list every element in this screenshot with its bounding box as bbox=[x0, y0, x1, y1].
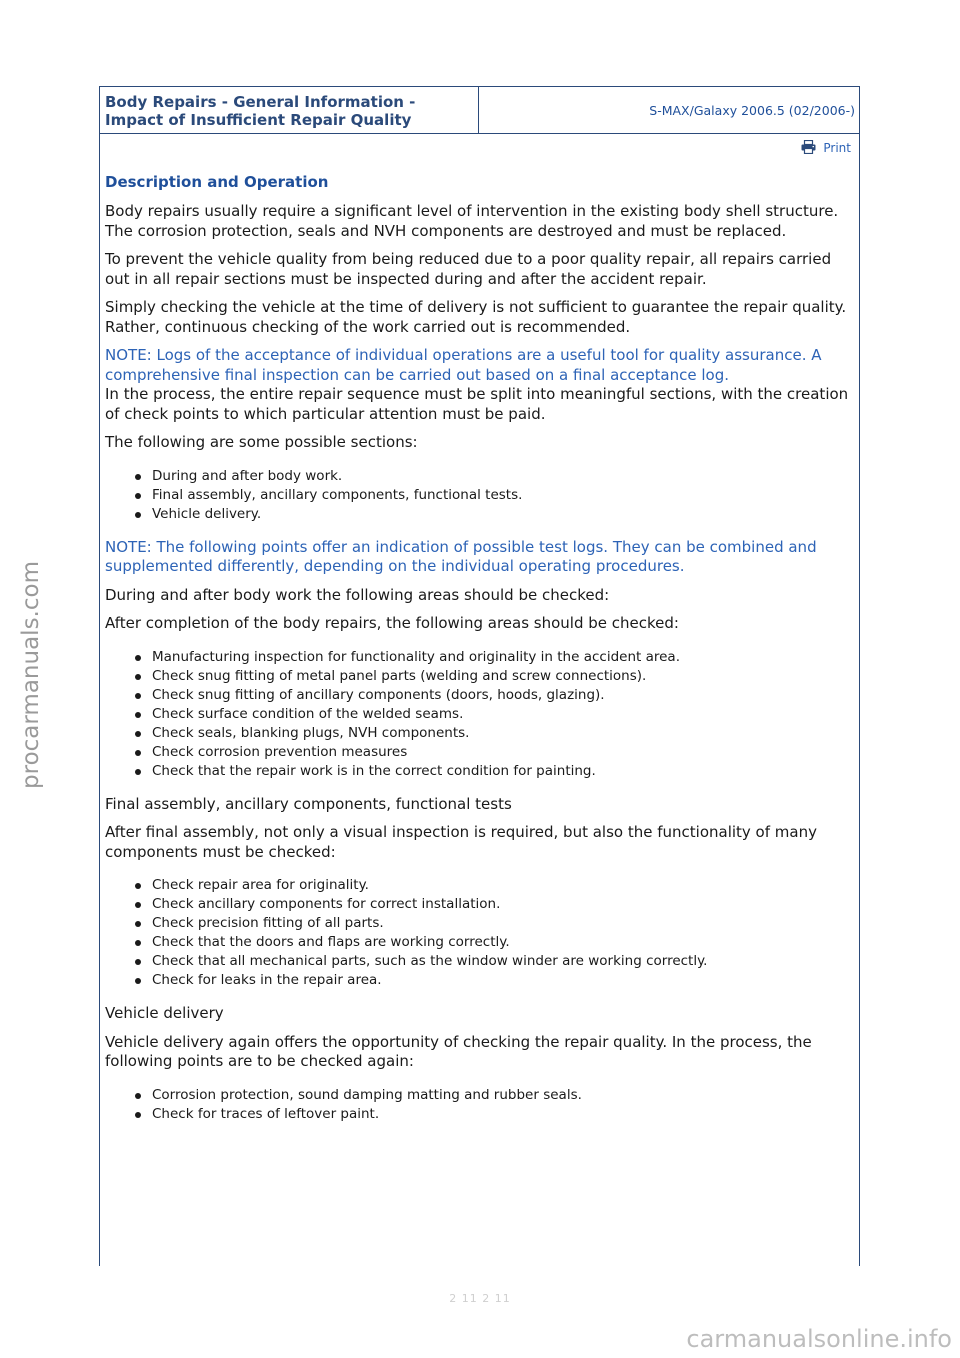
list-item: Final assembly, ancillary components, functional tests. bbox=[152, 486, 854, 505]
title-line-1: Body Repairs - General Information - bbox=[105, 93, 416, 111]
title-line-2: Impact of Insufficient Repair Quality bbox=[105, 111, 412, 129]
paragraph-11: Vehicle delivery again offers the opportunity of checking the repair quality. In the process, the following points are to be checked again: bbox=[105, 1032, 812, 1070]
page-number-mark: 2 11 2 11 bbox=[449, 1292, 511, 1305]
list-item: Check for traces of leftover paint. bbox=[152, 1105, 854, 1124]
list-item: During and after body work. bbox=[152, 467, 854, 486]
paragraph-1: Body repairs usually require a significant level of intervention in the existing body shell structure. The corrosion protection, seals and NVH components are destroyed and must be replaced. bbox=[105, 202, 839, 240]
print-button[interactable] bbox=[801, 141, 851, 155]
printer-icon bbox=[801, 140, 816, 154]
note-2: NOTE: The following points offer an indication of possible test logs. They can be combined and supplemented differently, depending on the individual operating procedures. bbox=[105, 537, 817, 575]
list-item: Check that the repair work is in the correct condition for painting. bbox=[152, 762, 854, 781]
paragraph-7: After completion of the body repairs, the following areas should be checked: bbox=[105, 614, 679, 632]
print-label: Print bbox=[823, 141, 851, 155]
sidebar-watermark-text: procarmanuals.com bbox=[18, 561, 44, 789]
list-item: Check ancillary components for correct installation. bbox=[152, 895, 854, 914]
list-item: Check that the doors and flaps are working correctly. bbox=[152, 933, 854, 952]
list-item: Check corrosion prevention measures bbox=[152, 743, 854, 762]
list-item: Manufacturing inspection for functionality and originality in the accident area. bbox=[152, 648, 854, 667]
paragraph-9: After final assembly, not only a visual inspection is required, but also the functionality of many components must be checked: bbox=[105, 823, 817, 861]
list-item: Check seals, blanking plugs, NVH components. bbox=[152, 724, 854, 743]
sidebar-watermark bbox=[8, 560, 54, 790]
list-item: Check repair area for originality. bbox=[152, 876, 854, 895]
page-header bbox=[100, 87, 859, 134]
paragraph-6: During and after body work the following areas should be checked: bbox=[105, 585, 610, 604]
body-check-list bbox=[105, 648, 854, 781]
paragraph-5: The following are some possible sections: bbox=[105, 433, 418, 451]
site-watermark: carmanualsonline.info bbox=[686, 1325, 952, 1353]
paragraph-2: To prevent the vehicle quality from being reduced due to a poor quality repair, all repairs carried out in all repair sections must be inspected during and after the accident repair. bbox=[105, 250, 832, 288]
paragraph-4: In the process, the entire repair sequence must be split into meaningful sections, with the creation of check points to which particular attention must be paid. bbox=[105, 385, 849, 423]
delivery-check-list bbox=[105, 1086, 854, 1124]
manual-page bbox=[99, 86, 860, 1266]
list-item: Check surface condition of the welded seams. bbox=[152, 705, 854, 724]
model-label: S-MAX/Galaxy 2006.5 (02/2006-) bbox=[649, 103, 855, 118]
paragraph-10: Vehicle delivery bbox=[105, 1004, 224, 1022]
list-item: Corrosion protection, sound damping matting and rubber seals. bbox=[152, 1086, 854, 1105]
list-item: Vehicle delivery. bbox=[152, 505, 854, 524]
list-item: Check precision fitting of all parts. bbox=[152, 914, 854, 933]
section-heading: Description and Operation bbox=[105, 173, 329, 191]
list-item: Check for leaks in the repair area. bbox=[152, 971, 854, 990]
print-row bbox=[100, 134, 859, 160]
page-title bbox=[100, 87, 479, 133]
assembly-check-list bbox=[105, 876, 854, 990]
paragraph-8: Final assembly, ancillary components, functional tests bbox=[105, 794, 512, 813]
list-item: Check snug fitting of metal panel parts (welding and screw connections). bbox=[152, 667, 854, 686]
paragraph-3: Simply checking the vehicle at the time of delivery is not sufficient to guarantee the repair quality. Rather, continuous checking of the work carried out is recommended. bbox=[105, 298, 847, 336]
list-item: Check that all mechanical parts, such as the window winder are working correctly. bbox=[152, 952, 854, 971]
sections-list bbox=[105, 467, 854, 524]
note-1: NOTE: Logs of the acceptance of individual operations are a useful tool for quality assurance. A comprehensive final inspection can be carried out based on a final acceptance log. bbox=[105, 346, 822, 384]
list-item: Check snug fitting of ancillary components (doors, hoods, glazing). bbox=[152, 686, 854, 705]
content bbox=[100, 160, 859, 1124]
